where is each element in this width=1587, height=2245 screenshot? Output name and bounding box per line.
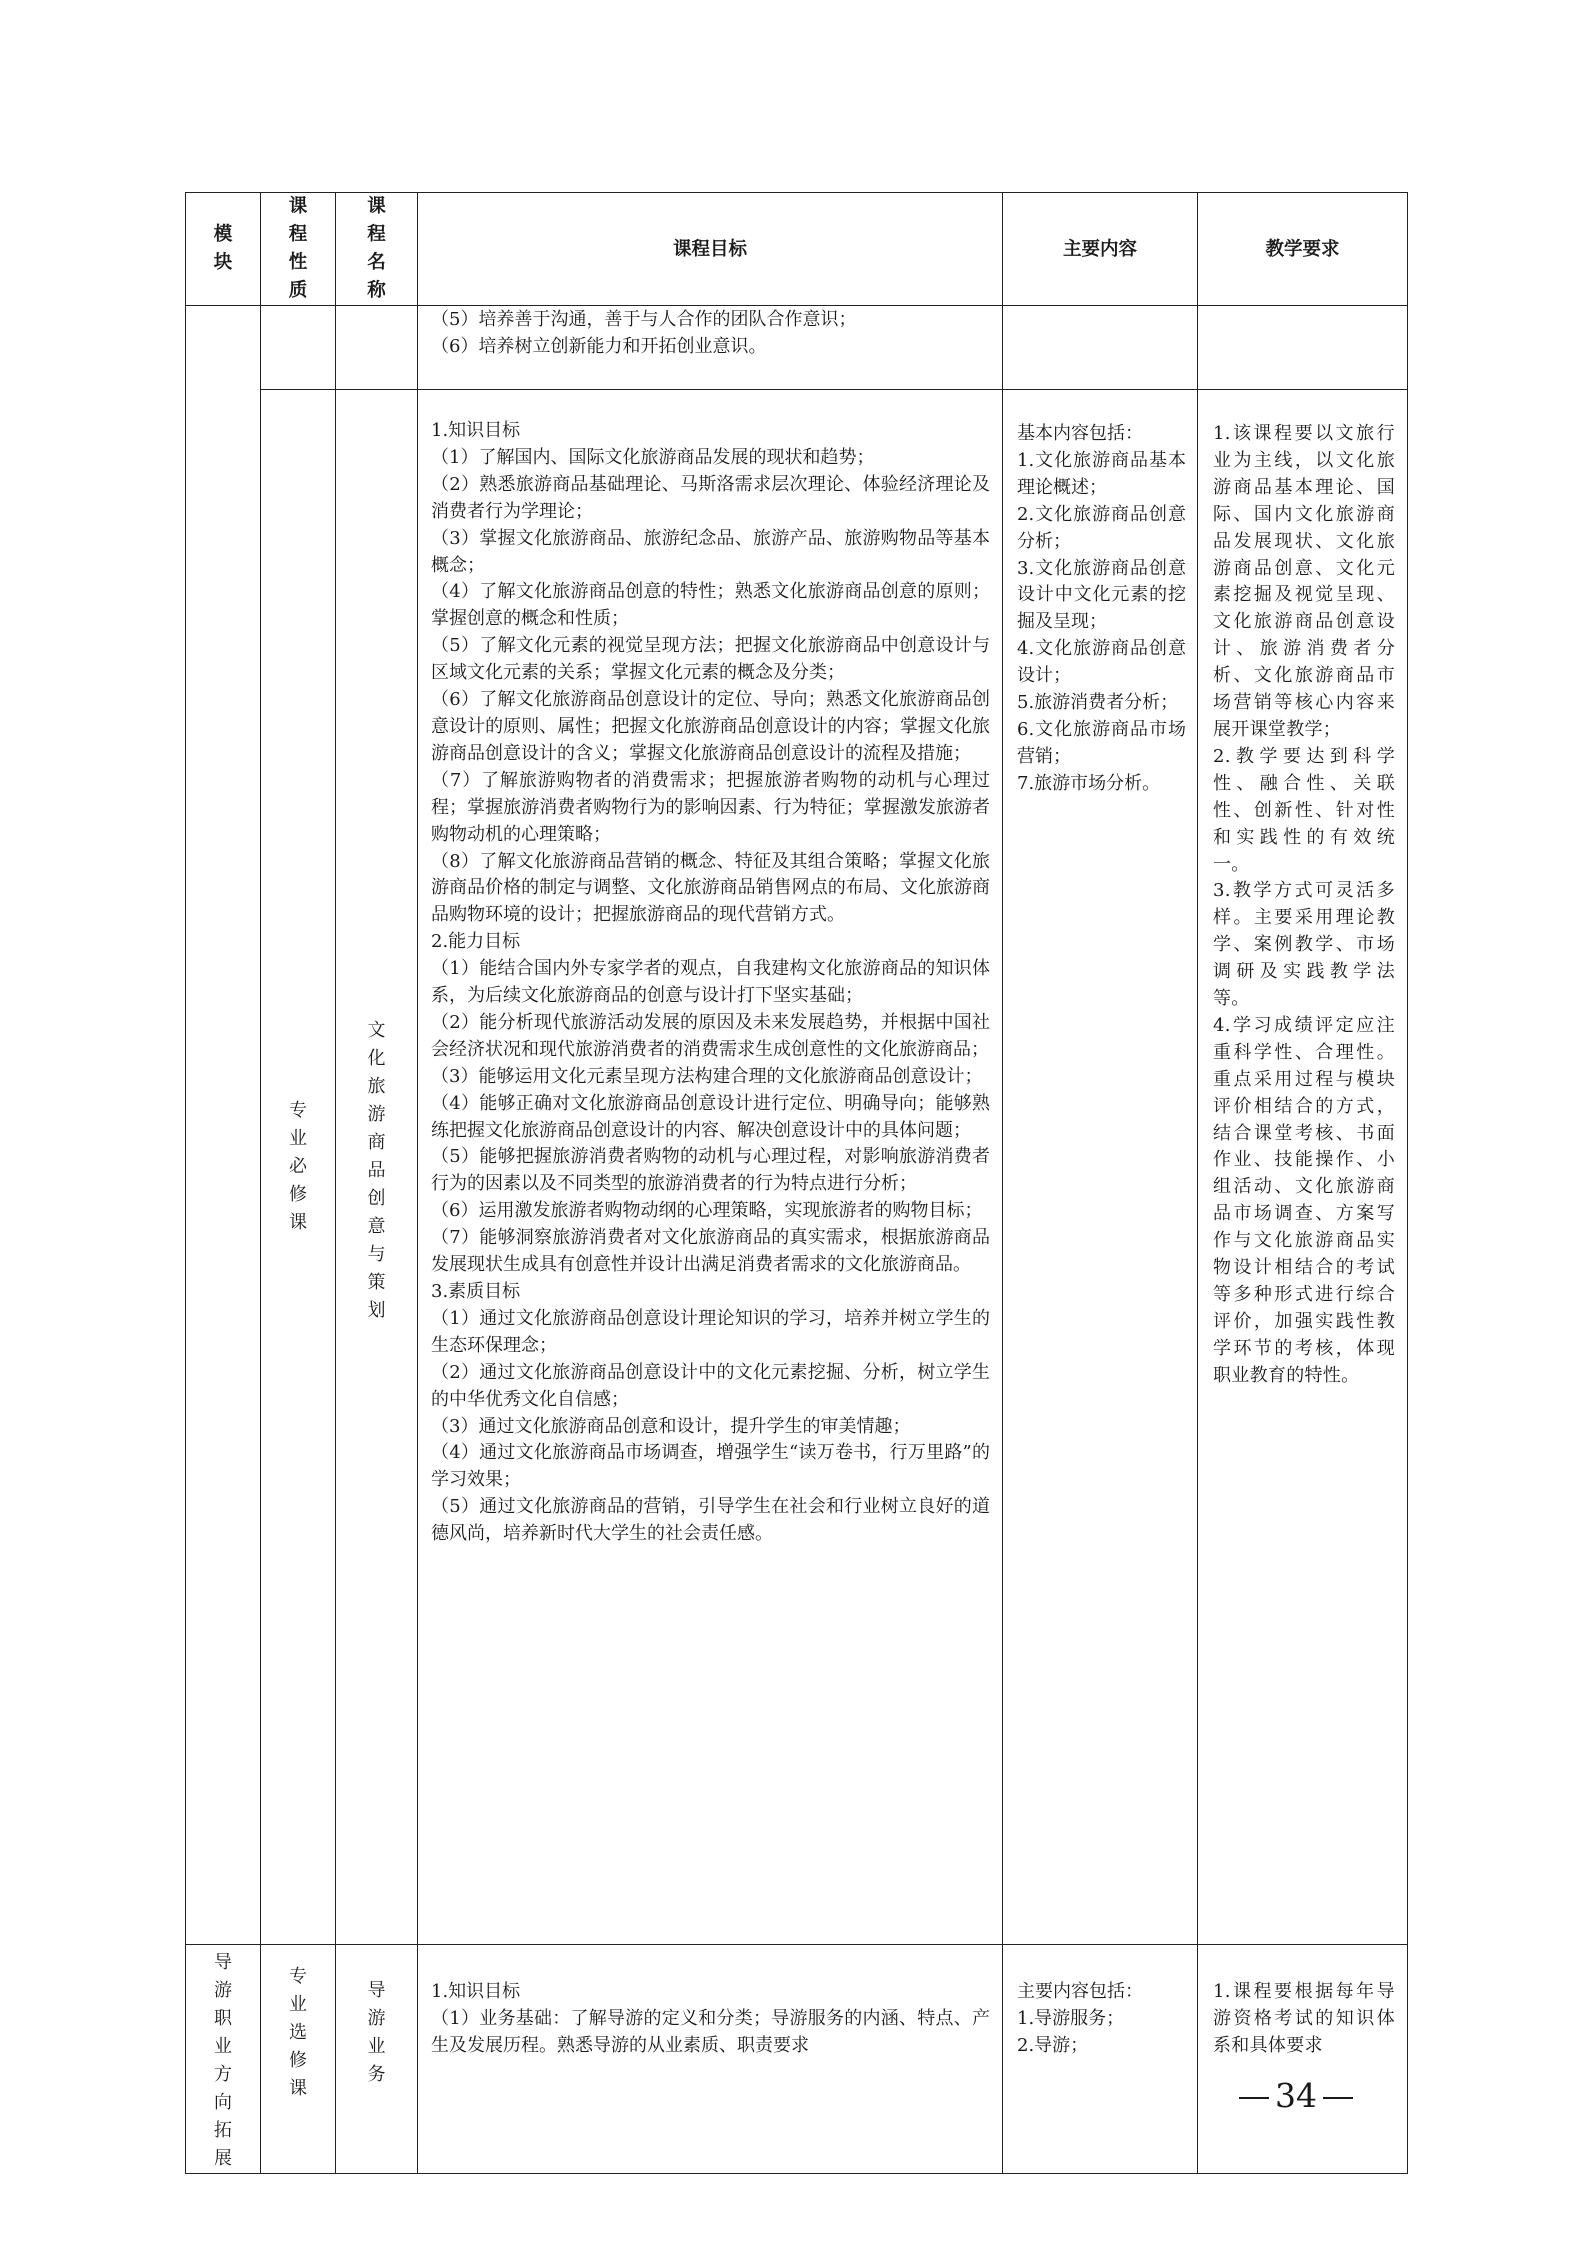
goal-line: （1）业务基础：了解导游的定义和分类；导游服务的内涵、特点、产 生及发展历程。熟悉导游的从业素质、职责要求 bbox=[431, 2007, 990, 2056]
content-line: 6.文化旅游商品市场营销； bbox=[1017, 718, 1186, 767]
goal-line: （6）运用激发旅游者购物动纲的心理策略，实现旅游者的购物目标； bbox=[431, 1200, 983, 1222]
module-cell: 导游职业方向拓展 bbox=[186, 1945, 261, 2174]
header-goals: 课程目标 bbox=[418, 193, 1003, 306]
goal-line: （6）培养树立创新能力和开拓创业意识。 bbox=[431, 335, 767, 357]
goals-cell bbox=[418, 390, 1003, 1945]
goal-line: （5）能够把握旅游消费者购物的动机与心理过程，对影响旅游消费者行为的因素以及不同类型的旅游消费者的行为特点进行分析； bbox=[431, 1146, 990, 1195]
content-line: 7.旅游市场分析。 bbox=[1017, 772, 1161, 794]
table-row-continued bbox=[186, 306, 1408, 390]
module-cell-empty bbox=[186, 306, 261, 1945]
goal-line: 1.知识目标 bbox=[431, 1981, 521, 2002]
goal-line: （7）了解旅游购物者的消费需求；把握旅游者购物的动机与心理过程；掌握旅游消费者购物行为的影响因素、行为特征；掌握激发旅游者购物动机的心理策略； bbox=[431, 769, 990, 845]
content-line: 1.文化旅游商品基本理论概述； bbox=[1017, 449, 1186, 498]
content-line: 5.旅游消费者分析； bbox=[1017, 692, 1179, 714]
goal-line: （2）熟悉旅游商品基础理论、马斯洛需求层次理论、体验经济理论及消费者行为学理论； bbox=[431, 473, 990, 522]
goal-line: （5）了解文化元素的视觉呈现方法；把握文化旅游商品中创意设计与区域文化元素的关系；掌握文化元素的概念及分类； bbox=[431, 635, 990, 684]
goals-cell bbox=[418, 306, 1003, 390]
course-name-cell: 导游业务 bbox=[336, 1945, 418, 2174]
goal-line: （4）了解文化旅游商品创意的特性；熟悉文化旅游商品创意的原则；掌握创意的概念和性质； bbox=[431, 581, 990, 630]
requirement-line: 1.课程要根据每年导游资格考试的知识体系和具体要求 bbox=[1213, 1981, 1395, 2056]
goal-line: （1）能结合国内外专家学者的观点，自我建构文化旅游商品的知识体系，为后续文化旅游商品的创意与设计打下坚实基础； bbox=[431, 958, 990, 1007]
goal-line: 1.知识目标 bbox=[431, 420, 521, 441]
nature-cell-empty bbox=[261, 306, 336, 390]
requirements-cell-empty bbox=[1198, 306, 1408, 390]
header-course-nature: 课程性质 bbox=[261, 193, 336, 306]
content-line: 2.导游； bbox=[1017, 2034, 1089, 2056]
goal-line: （3）通过文化旅游商品创意和设计，提升学生的审美情趣； bbox=[431, 1415, 911, 1437]
content-cell bbox=[1003, 1945, 1198, 2174]
goal-line: （1）了解国内、国际文化旅游商品发展的现状和趋势； bbox=[431, 446, 875, 468]
name-cell-empty bbox=[336, 306, 418, 390]
goal-line: （2）能分析现代旅游活动发展的原因及未来发展趋势，并根据中国社会经济状况和现代旅游消费者的消费需求生成创意性的文化旅游商品； bbox=[431, 1011, 990, 1060]
requirements-cell bbox=[1198, 1945, 1408, 2174]
goal-line: （2）通过文化旅游商品创意设计中的文化元素挖掘、分析，树立学生的中华优秀文化自信感； bbox=[431, 1361, 990, 1410]
content-line: 1.导游服务； bbox=[1017, 2007, 1125, 2029]
goal-line: （4）能够正确对文化旅游商品创意设计进行定位、明确导向；能够熟练把握文化旅游商品创意设计的内容、解决创意设计中的具体问题； bbox=[431, 1092, 990, 1141]
content-line: 4.文化旅游商品创意设计； bbox=[1017, 638, 1186, 687]
goal-line: （3）能够运用文化元素呈现方法构建合理的文化旅游商品创意设计； bbox=[431, 1065, 983, 1087]
goal-line: （5）通过文化旅游商品的营销，引导学生在社会和行业树立良好的道德风尚，培养新时代大学生的社会责任感。 bbox=[431, 1496, 990, 1545]
content-line: 基本内容包括： bbox=[1017, 423, 1143, 444]
goal-line: （7）能够洞察旅游消费者对文化旅游商品的真实需求，根据旅游商品发展现状生成具有创意性并设计出满足消费者需求的文化旅游商品。 bbox=[431, 1227, 990, 1276]
curriculum-table bbox=[185, 192, 1408, 2174]
goal-line: （1）通过文化旅游商品创意设计理论知识的学习，培养并树立学生的生态环保理念； bbox=[431, 1307, 990, 1356]
header-module: 模块 bbox=[186, 193, 261, 306]
goal-line: （4）通过文化旅游商品市场调查，增强学生“读万卷书，行万里路”的学习效果； bbox=[431, 1442, 990, 1491]
goal-line: 3.素质目标 bbox=[431, 1281, 521, 1302]
page-number: 34 bbox=[1226, 2076, 1366, 2115]
goal-line: （3）掌握文化旅游商品、旅游纪念品、旅游产品、旅游购物品等基本概念； bbox=[431, 527, 990, 576]
header-requirements: 教学要求 bbox=[1198, 193, 1408, 306]
goals-cell bbox=[418, 1945, 1003, 2174]
course-nature-cell: 专业必修课 bbox=[261, 390, 336, 1945]
table-row-tourism-commodity-course bbox=[186, 390, 1408, 1945]
content-line: 主要内容包括： bbox=[1017, 1981, 1143, 2002]
goal-line: 2.能力目标 bbox=[431, 931, 521, 953]
goal-line: （5）培养善于沟通，善于与人合作的团队合作意识； bbox=[431, 309, 857, 330]
content-line: 3.文化旅游商品创意设计中文化元素的挖掘及呈现； bbox=[1017, 557, 1186, 633]
requirement-line: 4.学习成绩评定应注重科学性、合理性。重点采用过程与模块评价相结合的方式，结合课堂考核、书面作业、技能操作、小组活动、文化旅游商品市场调查、方案写作与文化旅游商品实物设计相结合的考试等多种形式进行综合评价，加强实践性教学环节的考核，体现职业教育的特性。 bbox=[1213, 1014, 1395, 1386]
goal-line: （6）了解文化旅游商品创意设计的定位、导向；熟悉文化旅游商品创意设计的原则、属性；把握文化旅游商品创意设计的内容；掌握文化旅游商品创意设计的含义；掌握文化旅游商品创意设计的流程及措施； bbox=[431, 689, 990, 764]
content-cell bbox=[1003, 390, 1198, 1945]
requirements-cell bbox=[1198, 390, 1408, 1945]
requirement-line: 3.教学方式可灵活多样。主要采用理论教学、案例教学、市场调研及实践教学法等。 bbox=[1213, 880, 1395, 1010]
header-course-name: 课程名称 bbox=[336, 193, 418, 306]
table-header-row bbox=[186, 193, 1408, 306]
content-cell-empty bbox=[1003, 306, 1198, 390]
content-line: 2.文化旅游商品创意分析； bbox=[1017, 503, 1186, 552]
course-nature-cell: 专业选修课 bbox=[261, 1945, 336, 2174]
requirement-line: 1.该课程要以文旅行业为主线，以文化旅游商品基本理论、国际、国内文化旅游商品发展现状、文化旅游商品创意、文化元素挖掘及视觉呈现、文化旅游商品创意设计、旅游消费者分析、文化旅游商品市场营销等核心内容来展开课堂教学； bbox=[1213, 423, 1395, 740]
course-name-cell: 文化旅游商品创意与策划 bbox=[336, 390, 418, 1945]
table-row-tour-guide-course bbox=[186, 1945, 1408, 2174]
goal-line: （8）了解文化旅游商品营销的概念、特征及其组合策略；掌握文化旅游商品价格的制定与调整、文化旅游商品销售网点的布局、文化旅游商品购物环境的设计；把握旅游商品的现代营销方式。 bbox=[431, 850, 990, 926]
requirement-line: 2.教学要达到科学性、融合性、关联性、创新性、针对性和实践性的有效统一。 bbox=[1213, 745, 1395, 875]
header-content: 主要内容 bbox=[1003, 193, 1198, 306]
